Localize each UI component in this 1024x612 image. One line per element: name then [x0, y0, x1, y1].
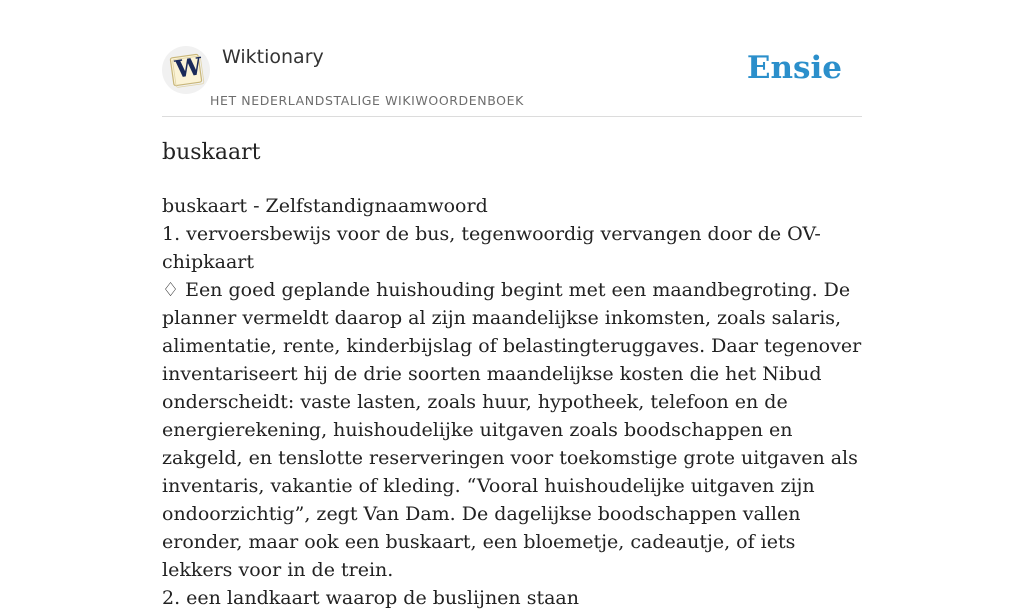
wiktionary-logo[interactable] — [162, 46, 210, 94]
site-subtitle: HET NEDERLANDSTALIGE WIKIWOORDENBOEK — [210, 93, 524, 108]
page-title: buskaart — [162, 140, 261, 165]
entry-content — [162, 192, 867, 612]
example-1: ♢ Een goed geplande huishouding begint met een maandbegroting. De planner vermeldt daarop al zijn maandelijkse inkomsten, zoals salaris, alimentatie, rente, kinderbijslag of belastingteruggaves. Daar tegenover inventariseert hij de drie soorten maandelijkse kosten die het Nibud onderscheidt: vaste lasten, zoals huur, hypotheek, telefoon en de energierekening, huishoudelijke uitgaven zoals boodschappen en zakgeld, en tenslotte reserveringen voor toekomstige grote uitgaven als inventaris, vakantie of kleding. “Vooral huishoudelijke uitgaven zijn ondoorzichtig”, zegt Van Dam. De dagelijkse boodschappen vallen eronder, maar ook een buskaart, een bloemetje, cadeautje, of iets lekkers voor in de trein. — [162, 279, 862, 581]
site-header — [162, 40, 862, 117]
ensie-brand-link[interactable]: Ensie — [746, 50, 842, 86]
definition-1: 1. vervoersbewijs voor de bus, tegenwoordig vervangen door de OV-chipkaart — [162, 223, 821, 273]
definition-2: 2. een landkaart waarop de buslijnen staan — [162, 587, 579, 609]
logo-letter: W — [173, 51, 204, 84]
site-name[interactable]: Wiktionary — [222, 46, 324, 68]
part-of-speech-line: buskaart - Zelfstandignaamwoord — [162, 195, 488, 217]
